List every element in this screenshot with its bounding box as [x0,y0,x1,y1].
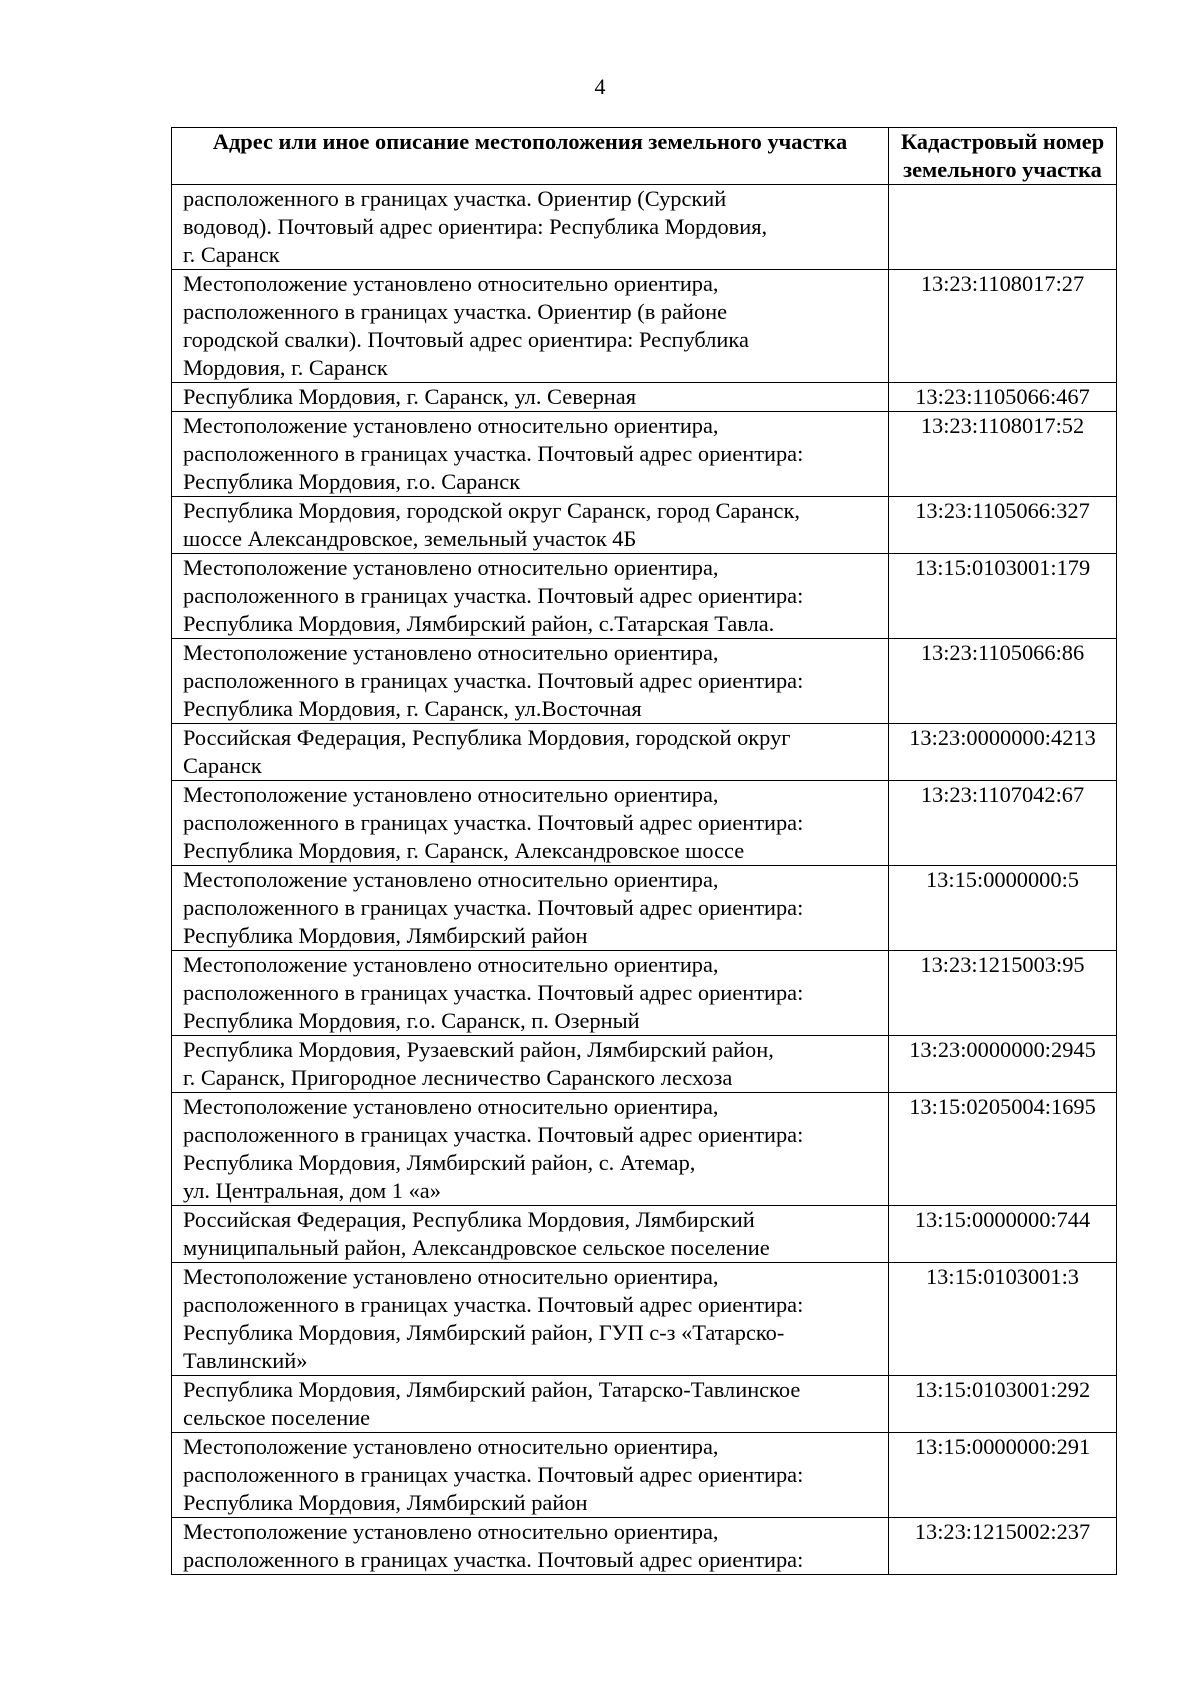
table-row [172,383,1117,412]
cadastral-number-cell: 13:23:1107042:67 [889,781,1117,866]
cadastral-number-cell: 13:15:0103001:3 [889,1263,1117,1376]
cadastral-number-cell: 13:23:1105066:467 [889,383,1117,412]
address-cell: Российская Федерация, Республика Мордовия, городской округ Саранск [172,724,889,781]
address-cell: Местоположение установлено относительно ориентира, расположенного в границах участка. Почтовый адрес ориентира: Республика Мордовия, Лямбирский район [172,1433,889,1518]
table-row [172,1376,1117,1433]
address-cell: Местоположение установлено относительно ориентира, расположенного в границах участка. Почтовый адрес ориентира: Республика Мордовия, г. Саранск, Александровское шоссе [172,781,889,866]
table-row [172,1263,1117,1376]
cadastral-number-cell: 13:23:0000000:4213 [889,724,1117,781]
cadastral-number-cell: 13:15:0000000:744 [889,1206,1117,1263]
cadastral-number-cell: 13:15:0103001:292 [889,1376,1117,1433]
address-cell: Местоположение установлено относительно ориентира, расположенного в границах участка. Почтовый адрес ориентира: Республика Мордовия, Лямбирский район, с. Атемар, ул. Центральная, дом 1 «а» [172,1093,889,1206]
table-body [172,185,1117,1575]
table-row [172,951,1117,1036]
table-header-row [172,128,1117,185]
address-cell: Российская Федерация, Республика Мордовия, Лямбирский муниципальный район, Александровское сельское поселение [172,1206,889,1263]
address-cell: Местоположение установлено относительно ориентира, расположенного в границах участка. Почтовый адрес ориентира: Республика Мордовия, Лямбирский район [172,866,889,951]
address-cell: Местоположение установлено относительно ориентира, расположенного в границах участка. Почтовый адрес ориентира: [172,1518,889,1575]
cadastral-number-cell [889,185,1117,270]
cadastral-number-cell: 13:23:1215002:237 [889,1518,1117,1575]
header-cadastral-number: Кадастровый номер земельного участка [889,128,1117,185]
cadastral-number-cell: 13:15:0000000:291 [889,1433,1117,1518]
cadastral-number-cell: 13:23:1105066:327 [889,497,1117,554]
cadastral-number-cell: 13:23:1108017:27 [889,270,1117,383]
cadastral-number-cell: 13:23:1108017:52 [889,412,1117,497]
table-row [172,497,1117,554]
cadastral-number-cell: 13:15:0103001:179 [889,554,1117,639]
cadastral-number-cell: 13:23:0000000:2945 [889,1036,1117,1093]
address-cell: Местоположение установлено относительно ориентира, расположенного в границах участка. Почтовый адрес ориентира: Республика Мордовия, г.о. Саранск, п. Озерный [172,951,889,1036]
address-cell: Республика Мордовия, Рузаевский район, Лямбирский район, г. Саранск, Пригородное лесничество Саранского лесхоза [172,1036,889,1093]
table-row [172,1093,1117,1206]
table-row [172,1036,1117,1093]
table-row [172,1206,1117,1263]
address-cell: Республика Мордовия, г. Саранск, ул. Северная [172,383,889,412]
table-row [172,1433,1117,1518]
address-cell: Местоположение установлено относительно ориентира, расположенного в границах участка. Почтовый адрес ориентира: Республика Мордовия, Лямбирский район, ГУП с-з «Татарско- Тавлинский» [172,1263,889,1376]
table-row [172,412,1117,497]
header-address: Адрес или иное описание местоположения земельного участка [172,128,889,185]
table-row [172,639,1117,724]
address-cell: расположенного в границах участка. Ориентир (Сурский водовод). Почтовый адрес ориентира: Республика Мордовия, г. Саранск [172,185,889,270]
table-row [172,866,1117,951]
table-row [172,554,1117,639]
address-cell: Местоположение установлено относительно ориентира, расположенного в границах участка. Почтовый адрес ориентира: Республика Мордовия, г.о. Саранск [172,412,889,497]
address-cell: Республика Мордовия, Лямбирский район, Татарско-Тавлинское сельское поселение [172,1376,889,1433]
table-row [172,724,1117,781]
table-row [172,781,1117,866]
land-plots-table [171,127,1117,1575]
table-row [172,1518,1117,1575]
address-cell: Местоположение установлено относительно ориентира, расположенного в границах участка. Почтовый адрес ориентира: Республика Мордовия, г. Саранск, ул.Восточная [172,639,889,724]
cadastral-number-cell: 13:15:0205004:1695 [889,1093,1117,1206]
table-row [172,185,1117,270]
address-cell: Республика Мордовия, городской округ Саранск, город Саранск, шоссе Александровское, земельный участок 4Б [172,497,889,554]
cadastral-number-cell: 13:23:1215003:95 [889,951,1117,1036]
cadastral-number-cell: 13:15:0000000:5 [889,866,1117,951]
address-cell: Местоположение установлено относительно ориентира, расположенного в границах участка. Почтовый адрес ориентира: Республика Мордовия, Лямбирский район, с.Татарская Тавла. [172,554,889,639]
cadastral-number-cell: 13:23:1105066:86 [889,639,1117,724]
table-row [172,270,1117,383]
page-number: 4 [594,74,606,99]
address-cell: Местоположение установлено относительно ориентира, расположенного в границах участка. Ориентир (в районе городской свалки). Почтовый адрес ориентира: Республика Мордовия, г. Саранск [172,270,889,383]
